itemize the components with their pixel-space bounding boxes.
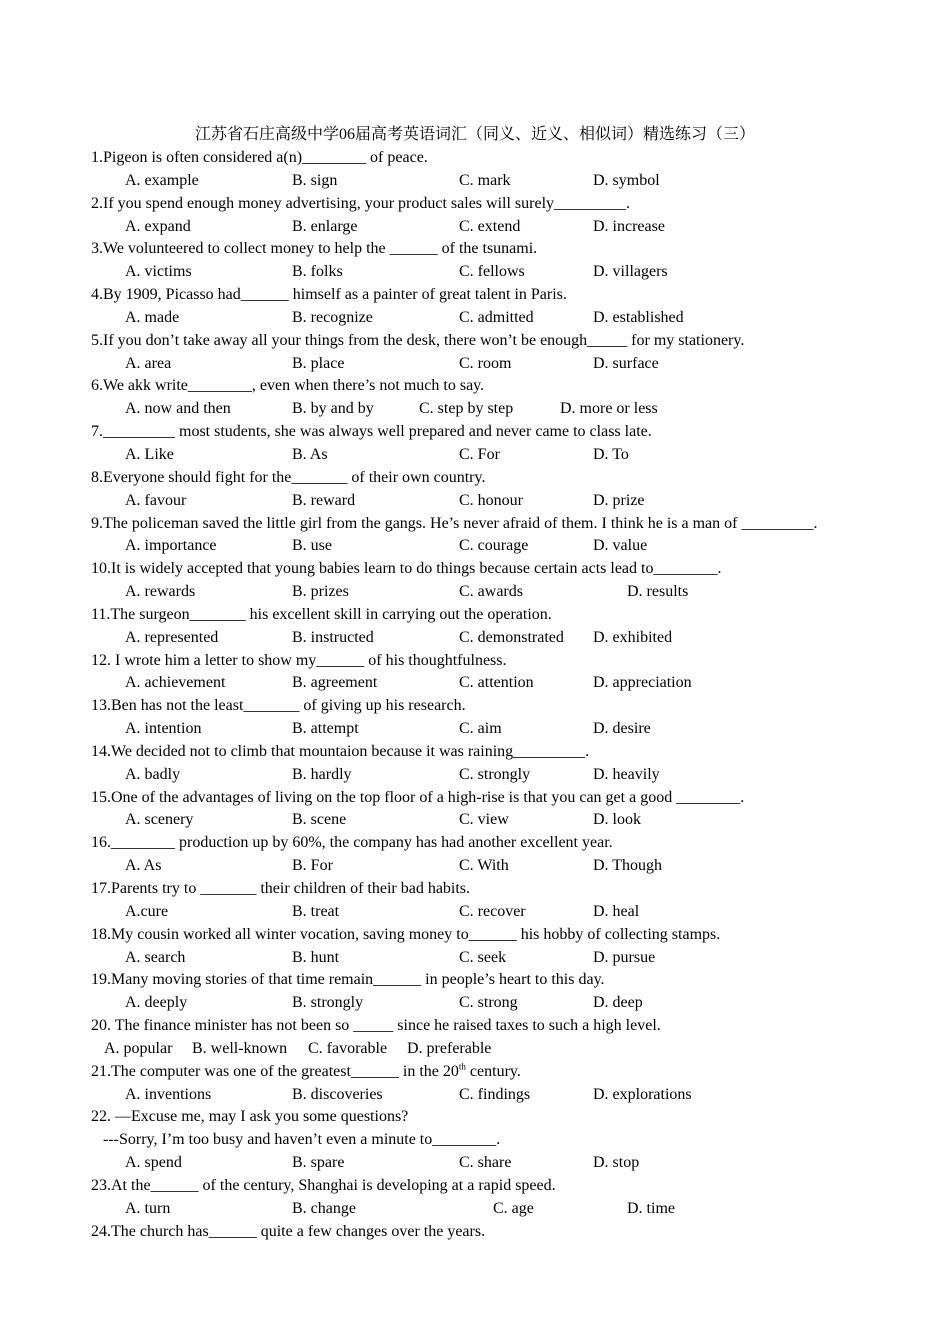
question-22-option-a: A. spend <box>125 1154 182 1172</box>
question-1-option-a: A. example <box>125 171 199 189</box>
question-5-option-b: B. place <box>292 354 345 372</box>
question-22-option-b: B. spare <box>292 1154 345 1172</box>
question-13-option-c: C. aim <box>459 720 502 738</box>
question-8-option-d: D. prize <box>593 491 645 509</box>
question-18-option-c: C. seek <box>459 948 507 966</box>
question-23-option-c: C. age <box>493 1199 534 1217</box>
question-4-option-a: A. made <box>125 308 180 326</box>
question-14-stem: 14.We decided not to climb that mountaion because it was raining_________. <box>91 742 590 760</box>
question-15-stem: 15.One of the advantages of living on the top floor of a high-rise is that you can get a good ________. <box>91 788 745 806</box>
question-1-stem: 1.Pigeon is often considered a(n)________ of peace. <box>91 149 428 166</box>
question-7-option-c: C. For <box>459 445 500 463</box>
question-5-options <box>91 353 931 376</box>
question-3-option-d: D. villagers <box>593 263 668 281</box>
question-7-option-b: B. As <box>292 445 328 463</box>
question-19-stem: 19.Many moving stories of that time remain______ in people’s heart to this day. <box>91 971 605 989</box>
question-15-options <box>91 809 931 832</box>
page-title: 江苏省石庄高级中学06届高考英语词汇（同义、近义、相似词）精选练习（三） <box>194 126 755 143</box>
question-3-option-b: B. folks <box>292 263 343 281</box>
question-18-options <box>91 947 931 970</box>
question-18-stem: 18.My cousin worked all winter vocation, saving money to______ his hobby of collecting stamps. <box>91 925 721 943</box>
question-5-stem: 5.If you don’t take away all your things from the desk, there won’t be enough_____ for my stationery. <box>91 331 745 349</box>
question-23-option-a: A. turn <box>125 1199 171 1217</box>
question-15-option-c: C. view <box>459 811 509 829</box>
question-7-options <box>91 444 931 467</box>
question-4-option-c: C. admitted <box>459 308 534 326</box>
question-6-stem: 6.We akk write________, even when there’s not much to say. <box>91 377 485 395</box>
question-12-options <box>91 672 931 695</box>
question-8-option-b: B. reward <box>292 491 356 509</box>
question-5-option-c: C. room <box>459 354 512 372</box>
question-12-stem: 12. I wrote him a letter to show my______ of his thoughtfulness. <box>91 651 507 669</box>
question-7-stem: 7._________ most students, she was always well prepared and never came to class late. <box>91 423 652 441</box>
question-7-option-d: D. To <box>593 445 629 463</box>
question-1-options <box>91 170 931 193</box>
question-6-option-c: C. step by step <box>419 400 514 418</box>
question-9-option-b: B. use <box>292 537 332 555</box>
question-10-option-a: A. rewards <box>125 583 196 601</box>
question-3-stem: 3.We volunteered to collect money to help the ______ of the tsunami. <box>91 240 538 258</box>
question-19-options <box>91 992 931 1015</box>
question-10-option-b: B. prizes <box>292 583 349 601</box>
question-15-option-d: D. look <box>593 811 641 829</box>
question-2-option-b: B. enlarge <box>292 217 358 235</box>
question-19-option-b: B. strongly <box>292 994 364 1012</box>
question-11-option-c: C. demonstrated <box>459 628 564 646</box>
question-15-option-b: B. scene <box>292 811 347 829</box>
question-4-options <box>91 307 931 330</box>
question-21-option-d: D. explorations <box>593 1085 692 1103</box>
question-16-option-c: C. With <box>459 857 509 875</box>
question-8-option-a: A. favour <box>125 491 187 509</box>
question-1-option-b: B. sign <box>292 171 338 189</box>
question-11-stem: 11.The surgeon_______ his excellent skill in carrying out the operation. <box>91 605 552 623</box>
question-12-option-b: B. agreement <box>292 674 378 692</box>
question-20-stem: 20. The finance minister has not been so _____ since he raised taxes to such a high level. <box>91 1017 661 1035</box>
question-9-option-a: A. importance <box>125 537 217 555</box>
question-21-stem-end: century. <box>465 1062 521 1080</box>
question-6-options <box>91 398 931 421</box>
question-17-option-c: C. recover <box>459 902 526 920</box>
question-18-option-d: D. pursue <box>593 948 656 966</box>
question-22-stem: 22. —Excuse me, may I ask you some questions? <box>91 1108 409 1126</box>
question-9-options <box>91 535 931 558</box>
question-20-option-c: C. favorable <box>308 1039 388 1057</box>
question-2-option-a: A. expand <box>125 217 191 235</box>
question-23-option-b: B. change <box>292 1199 356 1217</box>
question-15-option-a: A. scenery <box>125 811 194 829</box>
question-12-option-d: D. appreciation <box>593 674 692 692</box>
question-12-option-c: C. attention <box>459 674 534 692</box>
question-17-options <box>91 901 931 924</box>
question-10-stem: 10.It is widely accepted that young babies learn to do things because certain acts lead to________. <box>91 560 722 578</box>
question-14-option-c: C. strongly <box>459 765 531 783</box>
question-16-option-a: A. As <box>125 857 162 875</box>
question-11-option-a: A. represented <box>125 628 219 646</box>
question-22-option-c: C. share <box>459 1154 512 1172</box>
question-5-option-a: A. area <box>125 354 172 372</box>
question-20-option-a: A. popular <box>104 1039 173 1057</box>
question-11-option-d: D. exhibited <box>593 628 673 646</box>
question-2-stem: 2.If you spend enough money advertising, your product sales will surely_________. <box>91 194 631 212</box>
question-13-option-d: D. desire <box>593 720 651 738</box>
question-16-option-b: B. For <box>292 857 333 875</box>
question-4-stem: 4.By 1909, Picasso had______ himself as a painter of great talent in Paris. <box>91 286 567 304</box>
question-13-option-a: A. intention <box>125 720 202 738</box>
question-14-option-a: A. badly <box>125 765 181 783</box>
question-17-stem: 17.Parents try to _______ their children of their bad habits. <box>91 880 471 897</box>
question-23-option-d: D. time <box>627 1199 675 1217</box>
question-18-option-a: A. search <box>125 948 186 966</box>
question-22-option-d: D. stop <box>593 1154 640 1172</box>
question-11-option-b: B. instructed <box>292 628 374 646</box>
question-14-option-d: D. heavily <box>593 765 660 783</box>
question-10-option-d: D. results <box>627 583 689 601</box>
question-17-option-a: A.cure <box>125 902 169 920</box>
question-9-option-c: C. courage <box>459 537 529 555</box>
question-19-option-a: A. deeply <box>125 994 188 1012</box>
question-20-option-b: B. well-known <box>192 1039 288 1057</box>
question-21-option-a: A. inventions <box>125 1085 212 1103</box>
question-4-option-d: D. established <box>593 308 684 326</box>
question-2-options <box>91 216 931 239</box>
question-6-option-b: B. by and by <box>292 400 374 418</box>
question-21-option-b: B. discoveries <box>292 1085 383 1103</box>
question-17-option-d: D. heal <box>593 902 640 920</box>
question-17-option-b: B. treat <box>292 902 340 920</box>
question-16-options <box>91 855 931 878</box>
question-13-stem: 13.Ben has not the least_______ of giving up his research. <box>91 697 466 715</box>
question-24-stem: 24.The church has______ quite a few changes over the years. <box>91 1222 486 1240</box>
question-13-options <box>91 718 931 741</box>
question-20-options <box>91 1038 931 1061</box>
question-19-option-d: D. deep <box>593 994 643 1012</box>
question-4-option-b: B. recognize <box>292 308 373 326</box>
question-21-options <box>91 1084 931 1107</box>
question-11-options <box>91 627 931 650</box>
question-9-option-d: D. value <box>593 537 648 555</box>
question-16-stem: 16.________ production up by 60%, the company has had another excellent year. <box>91 834 613 852</box>
question-21-stem-text: 21.The computer was one of the greatest______ in the 20 <box>91 1062 459 1080</box>
question-21-option-c: C. findings <box>459 1085 531 1103</box>
question-8-option-c: C. honour <box>459 491 523 509</box>
question-2-option-c: C. extend <box>459 217 521 235</box>
question-13-option-b: B. attempt <box>292 720 359 738</box>
question-16-option-d: D. Though <box>593 857 663 875</box>
question-21-superscript: th <box>458 1061 466 1072</box>
question-10-options <box>91 581 931 604</box>
question-23-stem: 23.At the______ of the century, Shanghai is developing at a rapid speed. <box>91 1176 556 1194</box>
question-1-option-d: D. symbol <box>593 171 660 189</box>
question-22-stem-response: ---Sorry, I’m too busy and haven’t even a minute to________. <box>103 1131 501 1149</box>
question-3-option-c: C. fellows <box>459 263 525 281</box>
question-22-options <box>91 1152 931 1175</box>
question-2-option-d: D. increase <box>593 217 665 235</box>
question-23-options <box>91 1198 931 1221</box>
question-6-option-d: D. more or less <box>560 400 658 418</box>
question-21-stem <box>91 1061 931 1084</box>
question-18-option-b: B. hunt <box>292 948 340 966</box>
question-1-option-c: C. mark <box>459 171 511 189</box>
question-12-option-a: A. achievement <box>125 674 226 692</box>
question-6-option-a: A. now and then <box>125 400 231 418</box>
question-8-stem: 8.Everyone should fight for the_______ of their own country. <box>91 468 486 486</box>
question-10-option-c: C. awards <box>459 583 523 601</box>
question-5-option-d: D. surface <box>593 354 659 372</box>
question-20-option-d: D. preferable <box>407 1039 492 1057</box>
question-9-stem: 9.The policeman saved the little girl from the gangs. He’s never afraid of them. I think he is a man of _________. <box>91 514 818 532</box>
question-14-options <box>91 764 931 787</box>
question-7-option-a: A. Like <box>125 445 174 463</box>
question-3-option-a: A. victims <box>125 263 192 281</box>
question-8-options <box>91 490 931 513</box>
question-3-options <box>91 261 931 284</box>
question-19-option-c: C. strong <box>459 994 518 1012</box>
question-list <box>91 147 931 1244</box>
question-14-option-b: B. hardly <box>292 765 352 783</box>
